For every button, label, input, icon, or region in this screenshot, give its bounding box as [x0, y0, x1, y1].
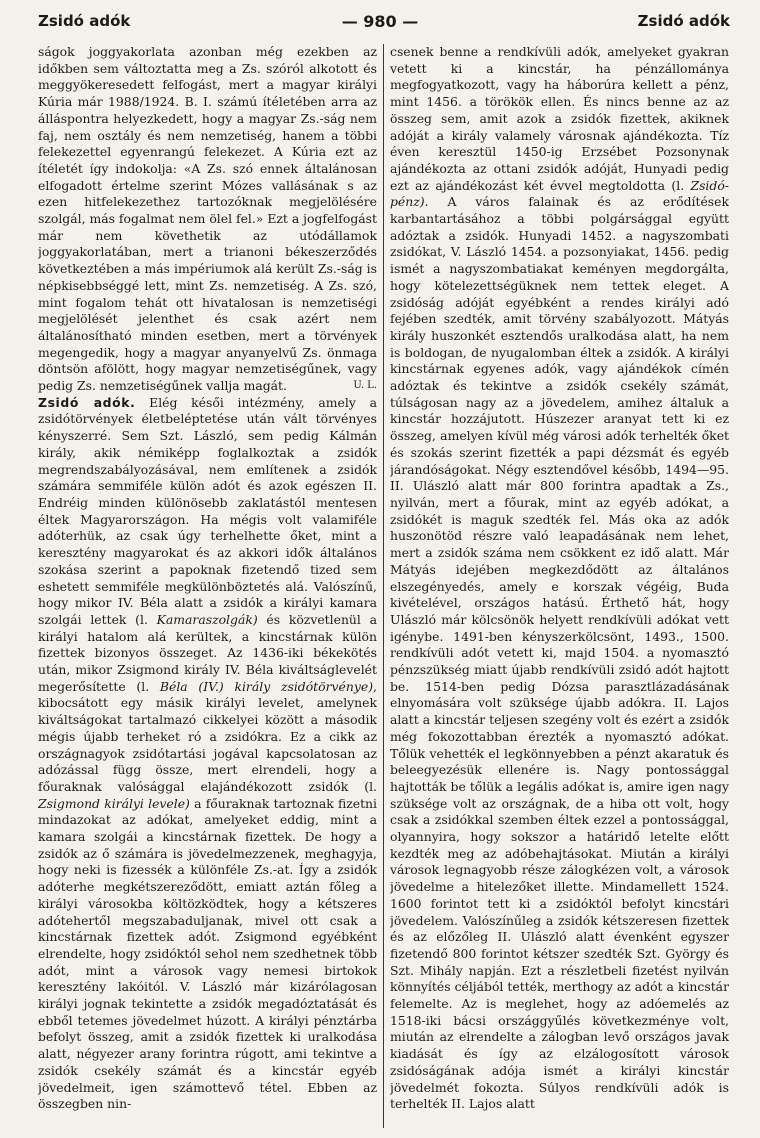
author-signature: U. L. [353, 380, 377, 392]
entry-text-part6: . A város falainak és az erődítések karbantartásához a többi polgársággal együtt adóztak a zsidók. Hunyadi 1452. a nagyszombati zsidókat, V. László 1454. a pozsonyiakat, 1456. pedig ismét a nagyszombatiakat keményen megdorgálta, hogy kötelezettségüknek nem tettek eleget. A zsidóság adóját egyébként a rendes királyi adó fejében szedték, amit törvény szabályozott. Mátyás király huszonkét esztendős uralkodása alatt, ha nem is boldogan, de nyugalomban éltek a zsidók. A királyi kincstárnak egyenes adók, vagy ajándékok címén adóztak és tekintve a zsidók csekély számát, túlságosan nagy az a jövedelem, amihez általuk a kincstár hozzájutott. Húszezer aranyat tett ki ez összeg, amelyen kívül még városi adók terhelték őket és szokás szerint fizették a papi dézsmát és egyéb járandóságokat. Négy esztendővel később, 1494—95. II. Ulászló alatt már 800 forintra apadtak a Zs., nyilván, mert a főurak, mint az egyéb adókat, a zsidókét is maguk szedték fel. Más oka az adók huszonötöd részre való leapadásának nem lehet, mert a zsidók száma nem csökkent ez idő alatt. Már Mátyás idejében megkezdődött az általános elszegényedés, amely e korszak végéig, Buda kivételével, országos hatású. Érthető hát, hogy Ulászló már kölcsönök helyett rendkívüli adókat vett igénybe. 1491-ben kényszerkölcsönt, 1493., 1500. rendkívüli adót vetett ki, majd 1504. a nyomasztó pénzszükség miatt újabb rendkívüli zsidó adót hajtott be. 1514-ben pedig Dózsa parasztlázadásának elnyomására volt szüksége újabb adókra. II. Lajos alatt a kincstár teljesen szegény volt és ezért a zsidók még fokozottabban érezték a nyomasztó adókat. Tőlük vehették el legkönnyebben a pénzt akaratuk és beleegyezésük ellenére is. Nagy pontossággal hajtották be tőlük a legális adókat is, amire igen nagy szüksége volt az országnak, de a hiba ott volt, hogy csak a zsidókkal szemben éltek ezzel a pontossággal, olyannyira, hogy sokszor a határidő letelte előtt kezdték meg az adóbehajtásokat. Miután a királyi városok legnagyobb része zálogkézen volt, a városok jövedelme a hitelezőket illette. Mindamellett 1524. 1600 forintot tett ki a zsidóktól befolyt kincstári jövedelem. Valószínűleg a zsidók kétszeresen fizettek és az előzőleg II. Ulászló alatt évenként egyszer fizetendő 800 forintot kétszer szedték Szt. György és Szt. Mihály napján. Ezt a részletbeli fizetést nyilván könnyítés céljából tették, merthogy az adót a kincstár felemelte. Az is meglehet, hogy az adóemelés az 1518-iki bácsi országgyűlés következménye volt, miután az elrendelte a zálogban levő országos javak kiadását és így az elzálogosított városok zsidóságának adója ismét a királyi kincstár jövedelmét fokozta. Súlyos rendkívüli adók is terhelték II. Lajos alatt [390, 194, 729, 1112]
header-left-title: Zsidó adók [38, 12, 131, 30]
cross-reference-zsigmond-levele: Zsigmond királyi levele) [38, 795, 190, 811]
entry-text-part4: a főuraknak tartoznak fizetni mindazokat az adókat, amelyeket eddig, mint a kamara szolgái a kincstárnak fizettek. De hogy a zsidók az ő számára is jövedelmezzenek, meghagyja, hogy neki is fizessék a különféle Zs.-at. Így a zsidók adóterhe megkétszereződött, emiatt aztán főleg a királyi városokba költözködtek, hogy a kétszeres adótehertől megszabaduljanak, mivel ott csak a kincstárnak fizettek adót. Zsigmond egyébként elrendelte, hogy zsidóktól sehol nem szedhetnek több adót, mint a városok vagy nemesi birtokok keresztény lakóitól. V. László már kizárólagosan királyi jognak tekintette a zsidók megadóztatását és ebből tetemes jövedelmet húzott. A királyi pénztárba befolyt összeg, amit a zsidók fizettek ki uralkodása alatt, négyezer arany forintra rúgott, ami tekintve a zsidók csekély számát és a kincstár egyéb jövedelmeit, igen számottevő tétel. Ebben az összegben nin- [38, 795, 377, 1112]
page-number: — 980 — [341, 12, 419, 31]
entry-text-part3: , kibocsátott egy másik királyi levelet, amelynek kiváltságokat tartalmazó cikkelyei között a második mégis újabb terheket ró a zsidókra. Ez a cikk az országnagyok zsidótartási jogával kapcsolatosan az adózással függ össze, mert elrendeli, hogy a főuraknak valósággal elajándékozott zsidók (l. [38, 678, 377, 794]
entry-text-part5: csenek benne a rendkívüli adók, amelyeket gyakran vetett ki a kincstár, ha pénzállománya megfogyatkozott, vagy ha háborúra kellett a pénz, mint 1456. a törökök ellen. És nincs benne az az összeg sem, amit azok a zsidók fizettek, akiknek adóját a király valamely városnak ajándékozta. Tíz éven keresztül 1450-ig Erzsébet Pozsonynak ajándékozta az ottani zsidók adóját, Hunyadi pedig ezt az ajándékozást két évvel megtoldotta (l. [390, 44, 729, 193]
entry-zsido-adok [38, 395, 377, 1113]
paragraph-continuation [38, 44, 377, 395]
entry-headword: Zsidó adók. [38, 394, 136, 410]
header-right-title: Zsidó adók [637, 12, 730, 30]
paragraph-text: ságok joggyakorlata azonban még ezekben az időkben sem változtatta meg a Zs. szóról alkotott és meggyökeresedett felfogást, mert a magyar királyi Kúria már 1988/1924. B. I. számú ítéletében arra az álláspontra helyezkedett, hogy a magyar Zs.-ság nem faj, nem osztály és nem nemzetiség, hanem a többi felekezettel egyenrangú felekezet. A Kúria ezt az ítéletét így indokolja: «A Zs. szó ennek általánosan elfogadott értelme szerint Mózes vallásának s az ezen hitfelekezethez tartozóknak megjelölésére szolgál, más fogalmat nem ölel fel.» Ezt a jogfelfogást már nem követhetik az utódállamok joggyakorlatában, mert a trianoni békeszerződés következtében a más impériumok alá került Zs.-ság is népkisebbséggé lett, mint Zs. nemzetiség. A Zs. szó, mint fogalom tehát ott hivatalosan is nemzetiségi megjelölését jelenthet és csak azért nem általánosítható minden esetben, mert a törvények megengedik, hogy a magyar anyanyelvű Zs. önmaga döntsön afölött, hogy magyar nemzetiségűnek, vagy pedig Zs. nemzetiségűnek vallja magát. [38, 44, 377, 394]
column-divider [383, 44, 384, 1128]
entry-text-part1: Elég késői intézmény, amely a zsidótörvények életbeléptetése után vált törvényes kényszerré. Sem Szt. László, sem pedig Kálmán király, akik némiképp foglalkoztak a zsidók megrendszabályozásával, nem említenek a zsidók számára semmiféle külön adót és azok egészen II. Endréig minden különösebb zaklatástól mentesen éltek Magyarországon. Ha mégis volt valamiféle adóterhük, az csak úgy terhelhette őket, mint a keresztény magyarokat és az akkori idők általános szokása szerint a papoknak fizetendő tized sem eshetett semmiféle megkülönböztetés alá. Valószínű, hogy mikor IV. Béla alatt a zsidók a királyi kamara szolgái lettek (l. [38, 394, 377, 627]
right-column [390, 44, 729, 1132]
entry-continuation [390, 44, 729, 1113]
left-column [38, 44, 377, 1132]
running-header [30, 10, 730, 36]
cross-reference-kamaraszolgak: Kamaraszolgák) [156, 611, 258, 627]
cross-reference-zsido-penz: Zsidó-pénz) [390, 177, 729, 210]
cross-reference-bela-torvenye: Béla (IV.) király zsidótörvénye) [159, 678, 374, 694]
entry-text-part2: és közvetlenül a királyi hatalom alá kerültek, a kincstárnak külön fizettek bizonyos összeget. Az 1436-iki békekötés után, mikor Zsigmond király IV. Béla kiváltságlevelét megerősítette (l. [38, 611, 377, 694]
